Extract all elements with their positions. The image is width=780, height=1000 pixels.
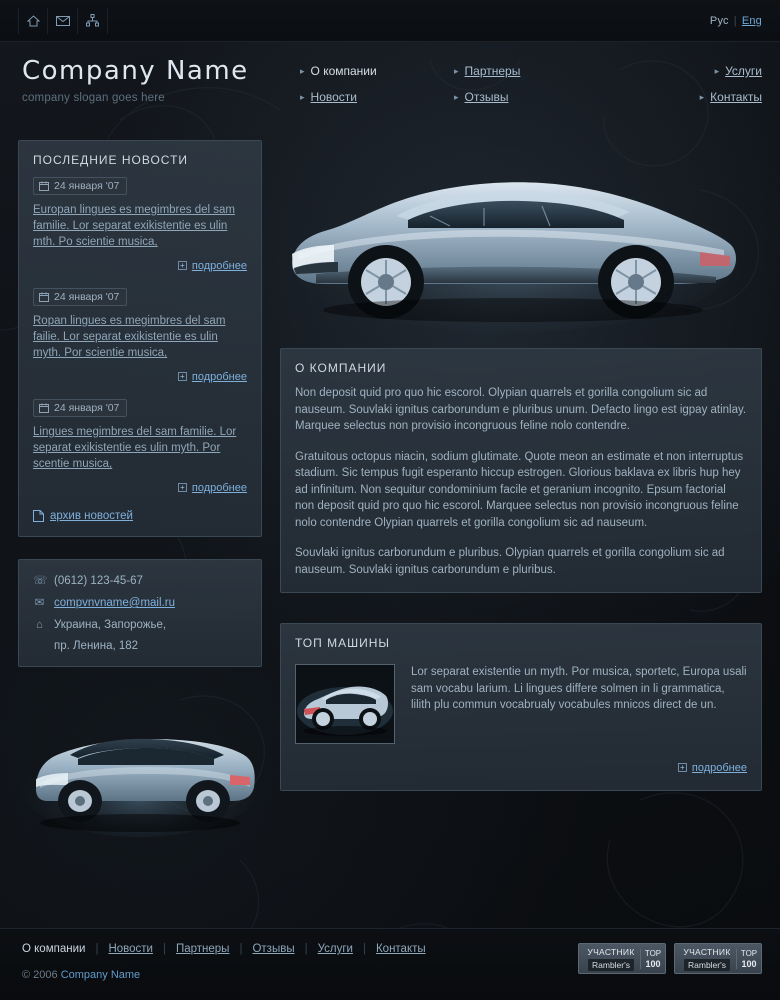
news-list-item: [33, 399, 247, 496]
rambler-counter-brand: Rambler's: [684, 959, 730, 971]
news-date-badge: [33, 399, 127, 417]
right-column: [280, 140, 762, 843]
news-date: 24 января '07: [54, 180, 120, 192]
footer-link-news[interactable]: Новости: [108, 943, 153, 955]
hero-car-banner: [280, 140, 762, 340]
home-icon[interactable]: [18, 8, 48, 34]
about-paragraph: Non deposit quid pro quo hic escorol. Olypian quarrels et gorilla congolium sic ad nauseum. Souvlaki ignitus carborundum e pluribus unum. Defacto lingo est igpay atinlay. Marquee selectus non provisio incongruous feline nolo contendre.: [295, 387, 747, 432]
nav-item-contacts[interactable]: [700, 90, 762, 116]
bullet-icon: ▸: [714, 66, 720, 76]
nav-label-services[interactable]: Услуги: [725, 64, 762, 78]
rambler-counter-top: TOP: [740, 948, 758, 958]
news-more-link[interactable]: подробнее: [191, 371, 247, 383]
sedan-photo-decoration: [18, 693, 262, 843]
footer-separator: |: [239, 943, 243, 955]
top-car-thumbnail[interactable]: [295, 664, 395, 744]
rambler-counter-badge[interactable]: [674, 943, 762, 974]
location-pin-icon: ⌂: [36, 619, 43, 631]
lang-en-link[interactable]: Eng: [741, 14, 762, 27]
news-date-badge: [33, 177, 127, 195]
news-headline[interactable]: Lingues megimbres del sam familie. Lor separat exikistentie es ulin myth. Por scentie musica,: [33, 426, 237, 470]
top-cars-panel: [280, 623, 762, 791]
footer-link-reviews[interactable]: Отзывы: [252, 943, 295, 955]
bullet-icon: ▸: [454, 92, 459, 102]
nav-item-about[interactable]: [300, 64, 454, 90]
news-date: 24 января '07: [54, 291, 120, 303]
news-list-item: [33, 177, 247, 274]
top-bar: [0, 0, 780, 42]
news-more-link[interactable]: подробнее: [191, 482, 247, 494]
contact-email-row[interactable]: [33, 596, 247, 611]
rambler-counter-right: [640, 949, 662, 969]
nav-item-services[interactable]: [715, 64, 762, 90]
contact-phone-row: [33, 574, 247, 589]
latest-news-panel: [18, 140, 262, 537]
lang-separator: |: [733, 14, 737, 27]
news-list-item: [33, 288, 247, 385]
site-header: [0, 42, 780, 140]
news-date: 24 января '07: [54, 402, 120, 414]
about-paragraph: Souvlaki ignitus carborundum e pluribus. Olypian quarrels et gorilla congolium sic ad nauseum. Souvlaki ignitus carborundum e pluribus.: [295, 547, 725, 576]
news-date-badge: [33, 288, 127, 306]
news-archive-link[interactable]: архив новостей: [50, 510, 133, 522]
nav-label-about[interactable]: О компании: [310, 64, 377, 78]
main-nav: [300, 42, 780, 140]
about-title: О КОМПАНИИ: [295, 361, 387, 375]
top-cars-title: ТОП МАШИНЫ: [295, 636, 390, 650]
rambler-counter-left: [582, 947, 640, 971]
nav-label-partners[interactable]: Партнеры: [464, 64, 521, 78]
bullet-icon: ▸: [300, 66, 305, 76]
lang-ru-link[interactable]: Рус: [709, 14, 729, 27]
document-icon: [33, 510, 44, 522]
news-headline[interactable]: Ropan lingues es megimbres del sam failie. Lor separat exikistentie es ulin myth. Por scientie musica,: [33, 315, 226, 359]
bullet-icon: ▸: [699, 92, 705, 102]
rambler-counter-rank: 100: [645, 958, 661, 969]
brand-block: [0, 42, 300, 140]
nav-label-reviews[interactable]: Отзывы: [464, 90, 509, 104]
top-icon-group: [0, 8, 108, 34]
news-more-row: [33, 367, 247, 385]
plus-icon: +: [678, 763, 687, 772]
news-more-row: [33, 478, 247, 496]
hero-car-image: [280, 150, 746, 340]
content-area: [0, 140, 780, 843]
rambler-counter-top: TOP: [644, 948, 662, 958]
calendar-icon: [39, 181, 49, 191]
top-car-description: Lor separat existentie un myth. Por musica, sportetc, Europa usali sam vocabu larium. Li lingues differe solmen in li grammatica, lilith plu commun vocabrualy vocabules mnicos direct de un.: [411, 666, 747, 711]
footer-separator: |: [304, 943, 308, 955]
top-car-more-link[interactable]: подробнее: [691, 762, 747, 774]
news-archive-row[interactable]: [33, 510, 247, 522]
top-car-item: [295, 660, 747, 744]
company-name: Company Name: [22, 56, 249, 86]
about-panel: [280, 348, 762, 593]
rambler-counter-rank: 100: [741, 958, 757, 969]
news-more-link[interactable]: подробнее: [191, 260, 247, 272]
nav-item-reviews[interactable]: [454, 90, 509, 116]
contacts-panel: [18, 559, 262, 667]
footer-link-contacts[interactable]: Контакты: [375, 943, 426, 955]
calendar-icon: [39, 292, 49, 302]
plus-icon: +: [178, 372, 187, 381]
contact-address-row: [33, 618, 247, 633]
contact-phone: (0612) 123-45-67: [54, 575, 143, 587]
mail-icon: ✉: [34, 597, 45, 609]
left-column: [18, 140, 262, 843]
company-slogan: company slogan goes here: [22, 92, 165, 104]
contact-address-line1: Украина, Запорожье,: [54, 619, 167, 631]
phone-icon: ☏: [33, 575, 48, 587]
bullet-icon: ▸: [300, 92, 305, 102]
footer-link-services[interactable]: Услуги: [317, 943, 353, 955]
nav-item-partners[interactable]: [454, 64, 520, 90]
nav-label-contacts[interactable]: Контакты: [710, 90, 762, 104]
contact-email-link[interactable]: compvnvname@mail.ru: [54, 597, 175, 609]
contact-address-line2: пр. Ленина, 182: [54, 640, 139, 652]
footer-separator: |: [95, 943, 99, 955]
copyright-company-link[interactable]: Company Name: [60, 969, 141, 981]
footer-separator: |: [162, 943, 166, 955]
site-footer: [0, 928, 780, 1000]
latest-news-body: [19, 177, 261, 536]
about-paragraph: Gratuitous octopus niacin, sodium glutimate. Quote meon an estimate et non interruptus stadium. Sic tempus fugit esperanto hiccup estrogen. Glorious baklava ex libris hup hey ad infinitum. Non sequitur condominium facile et geranium incognito. Epsum factorial non deposit quid pro quo hic escorol. Marquee selectus non provisio incongruous feline nolo contendre Olypian quarrels et gorilla congolium sic ad nauseum.: [295, 450, 744, 529]
plus-icon: +: [178, 261, 187, 270]
top-cars-body: [281, 660, 761, 790]
nav-item-news[interactable]: [300, 90, 454, 116]
rambler-counter-title: УЧАСТНИК: [683, 946, 731, 957]
plus-icon: +: [178, 483, 187, 492]
latest-news-title: ПОСЛЕДНИЕ НОВОСТИ: [33, 153, 189, 167]
nav-label-news[interactable]: Новости: [310, 90, 357, 104]
counter-badges: [578, 943, 762, 974]
top-car-more-row: [295, 758, 747, 776]
footer-link-about[interactable]: О компании: [22, 943, 86, 955]
rambler-counter-title: УЧАСТНИК: [587, 946, 635, 957]
mail-icon[interactable]: [48, 8, 78, 34]
rambler-counter-brand: Rambler's: [588, 959, 634, 971]
rambler-counter-badge[interactable]: [578, 943, 666, 974]
language-switcher[interactable]: [710, 15, 780, 27]
calendar-icon: [39, 403, 49, 413]
bullet-icon: ▸: [454, 66, 459, 76]
rambler-counter-left: [678, 947, 736, 971]
footer-link-partners[interactable]: Партнеры: [175, 943, 230, 955]
rambler-counter-right: [736, 949, 758, 969]
copyright-year: © 2006: [22, 969, 58, 981]
sitemap-icon[interactable]: [78, 8, 108, 34]
about-body: [281, 385, 761, 592]
news-headline[interactable]: Europan lingues es megimbres del sam familie. Lor separat exikistentie es ulin mth. Po scientie musica,: [33, 204, 235, 248]
footer-separator: |: [362, 943, 366, 955]
news-more-row: [33, 256, 247, 274]
